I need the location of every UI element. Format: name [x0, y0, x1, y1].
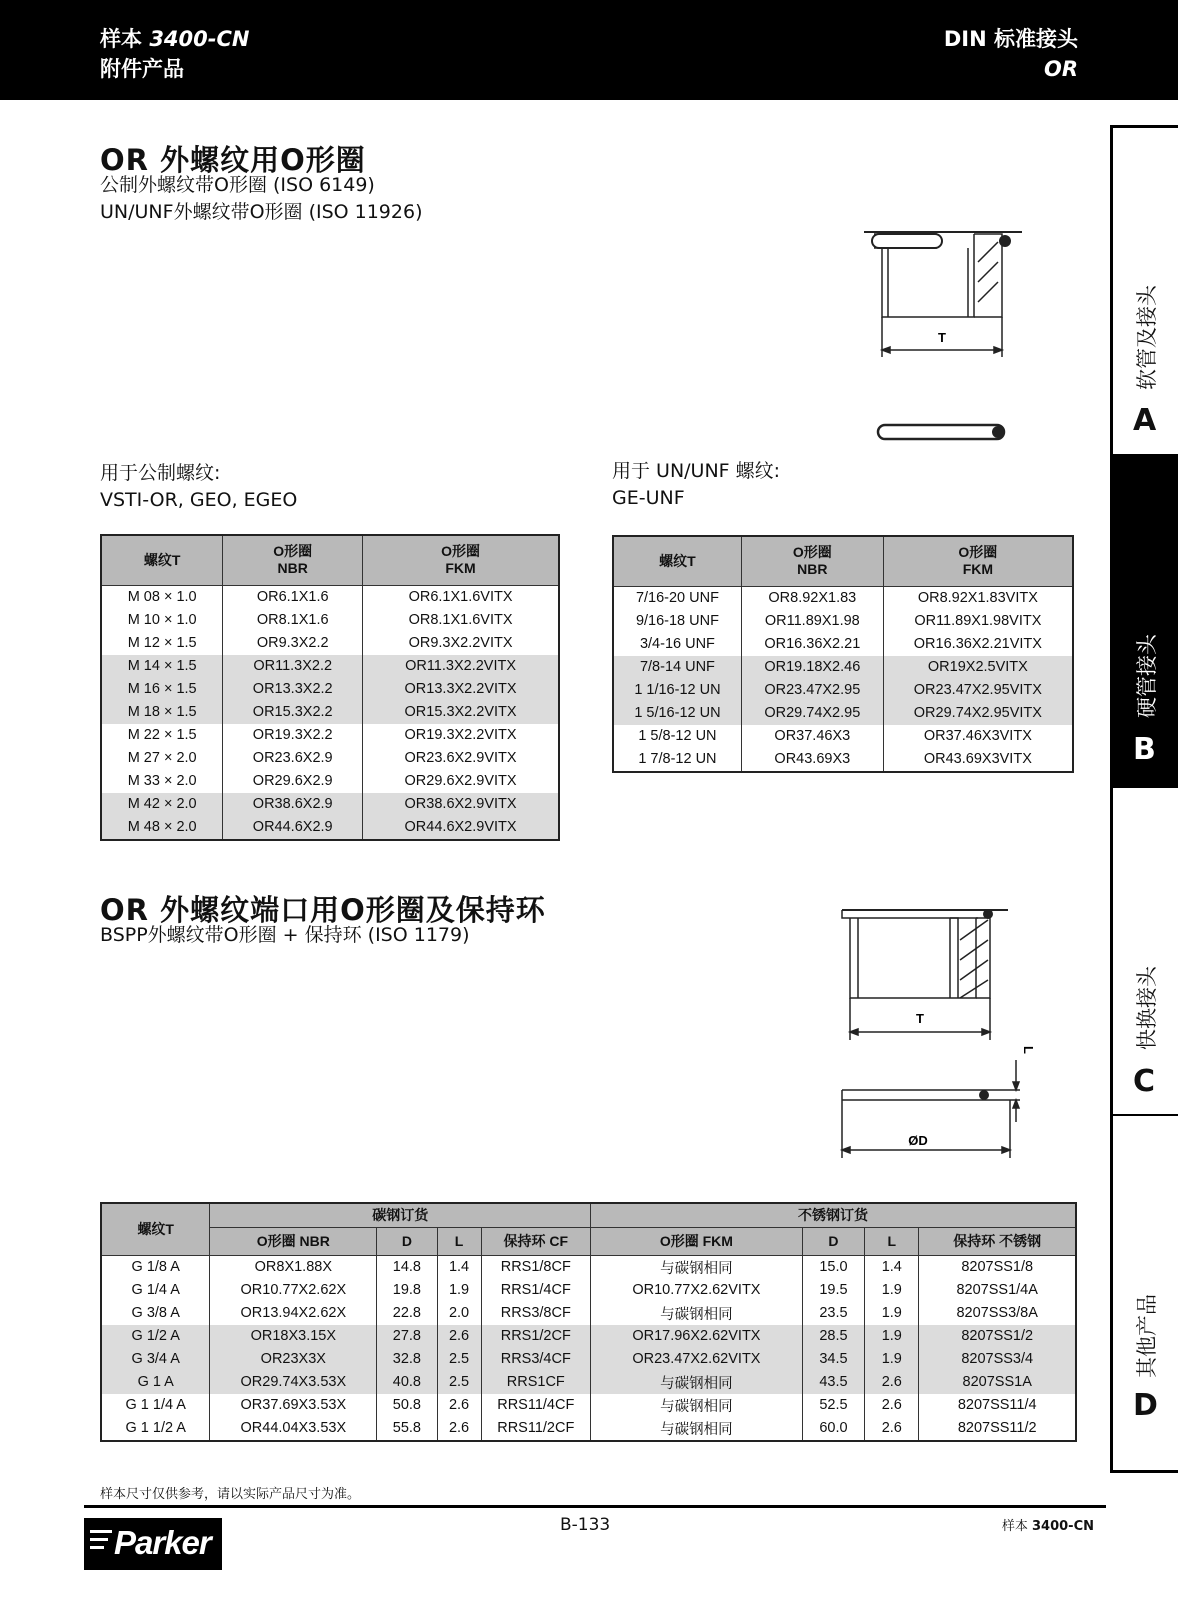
table-row: [613, 679, 1073, 702]
table-cell: OR23.47X2.95: [741, 679, 883, 702]
table-cell: 52.5: [802, 1394, 864, 1417]
table-cell: 8207SS1/8: [919, 1255, 1076, 1279]
table-cell: OR6.1X1.6VITX: [363, 585, 559, 609]
tab-c-letter: C: [1133, 1064, 1156, 1099]
table-row: [613, 586, 1073, 610]
section2-title: OR 外螺纹端口用O形圈及保持环: [100, 893, 546, 927]
diagram1-label-t: T: [938, 330, 946, 345]
table-cell: OR8.1X1.6: [223, 609, 363, 632]
table-cell: OR8.1X1.6VITX: [363, 609, 559, 632]
table-row: [101, 1348, 1076, 1371]
table-cell: 55.8: [377, 1417, 437, 1441]
table-cell: OR15.3X2.2: [223, 701, 363, 724]
metric-caption: 用于公制螺纹: VSTI-OR, GEO, EGEO: [100, 462, 298, 511]
table-cell: G 3/4 A: [101, 1348, 210, 1371]
table-cell: RRS1/8CF: [481, 1255, 590, 1279]
table-row: [101, 701, 559, 724]
table-cell: OR44.6X2.9VITX: [363, 816, 559, 840]
table-cell: 1.9: [865, 1325, 919, 1348]
table-cell: 与碳钢相同: [591, 1371, 803, 1394]
unf-caption: 用于 UN/UNF 螺纹: GE-UNF: [612, 460, 781, 509]
table-row: [101, 609, 559, 632]
parker-wordmark: Parker: [114, 1524, 211, 1561]
table-cell: OR44.6X2.9: [223, 816, 363, 840]
table-cell: RRS3/4CF: [481, 1348, 590, 1371]
table-cell: 8207SS3/8A: [919, 1302, 1076, 1325]
table-row: [101, 724, 559, 747]
table-cell: 2.6: [437, 1325, 481, 1348]
table-row: [101, 585, 559, 609]
table-cell: 1.9: [865, 1279, 919, 1302]
table-cell: 2.0: [437, 1302, 481, 1325]
bspp-header-3: L: [437, 1227, 481, 1255]
table-cell: 28.5: [802, 1325, 864, 1348]
table-cell: 40.8: [377, 1371, 437, 1394]
tab-a[interactable]: [1113, 128, 1178, 456]
table-cell: M 10 × 1.0: [101, 609, 223, 632]
table-cell: OR23.6X2.9VITX: [363, 747, 559, 770]
fitting-diagram-1: [862, 222, 1042, 447]
table-cell: OR37.46X3: [741, 725, 883, 748]
table-cell: M 16 × 1.5: [101, 678, 223, 701]
table-cell: OR6.1X1.6: [223, 585, 363, 609]
table-cell: 8207SS11/4: [919, 1394, 1076, 1417]
table-cell: OR13.94X2.62X: [210, 1302, 377, 1325]
table-cell: OR15.3X2.2VITX: [363, 701, 559, 724]
table-cell: OR19.18X2.46: [741, 656, 883, 679]
header-left: 样本 3400-CN 附件产品: [100, 27, 250, 81]
table-cell: 60.0: [802, 1417, 864, 1441]
tab-d-letter: D: [1133, 1388, 1158, 1423]
table-cell: M 08 × 1.0: [101, 585, 223, 609]
table-cell: 与碳钢相同: [591, 1302, 803, 1325]
table-cell: OR9.3X2.2: [223, 632, 363, 655]
unf-header-2: O形圈 FKM: [883, 536, 1073, 586]
table-row: [101, 655, 559, 678]
table-cell: OR19.3X2.2: [223, 724, 363, 747]
tab-a-letter: A: [1133, 403, 1157, 438]
header-right: DIN 标准接头 OR: [943, 27, 1078, 81]
section-tabs: [1110, 125, 1178, 1473]
footer-rule: [84, 1505, 1106, 1508]
bspp-header-6: D: [802, 1227, 864, 1255]
table-cell: 43.5: [802, 1371, 864, 1394]
table-cell: 19.5: [802, 1279, 864, 1302]
table-cell: OR23.47X2.95VITX: [883, 679, 1073, 702]
table-cell: 8207SS11/2: [919, 1417, 1076, 1441]
table-cell: 14.8: [377, 1255, 437, 1279]
table-cell: G 1 1/2 A: [101, 1417, 210, 1441]
table-cell: 1.9: [865, 1302, 919, 1325]
table-cell: 1.9: [437, 1279, 481, 1302]
table-cell: OR29.6X2.9VITX: [363, 770, 559, 793]
table-cell: OR19.3X2.2VITX: [363, 724, 559, 747]
table-cell: RRS1/2CF: [481, 1325, 590, 1348]
fitting-diagram-2: [838, 900, 1038, 1160]
table-cell: M 22 × 1.5: [101, 724, 223, 747]
bspp-header-2: D: [377, 1227, 437, 1255]
table-cell: 1.4: [865, 1255, 919, 1279]
table-cell: RRS1/4CF: [481, 1279, 590, 1302]
table-cell: 2.6: [437, 1417, 481, 1441]
table-cell: OR8.92X1.83VITX: [883, 586, 1073, 610]
section1-subtitle: 公制外螺纹带O形圈 (ISO 6149) UN/UNF外螺纹带O形圈 (ISO 11926): [100, 174, 423, 223]
table-cell: OR8X1.88X: [210, 1255, 377, 1279]
table-cell: 1 7/8-12 UN: [613, 748, 741, 772]
table-cell: G 1 1/4 A: [101, 1394, 210, 1417]
table-cell: RRS11/2CF: [481, 1417, 590, 1441]
table-cell: OR29.74X3.53X: [210, 1371, 377, 1394]
table-row: [101, 632, 559, 655]
table-cell: M 27 × 2.0: [101, 747, 223, 770]
table-cell: OR11.89X1.98VITX: [883, 610, 1073, 633]
table-cell: 22.8: [377, 1302, 437, 1325]
table-cell: OR43.69X3: [741, 748, 883, 772]
table-cell: 与碳钢相同: [591, 1417, 803, 1441]
table-cell: 7/16-20 UNF: [613, 586, 741, 610]
table-cell: 2.6: [437, 1394, 481, 1417]
table-cell: OR13.3X2.2VITX: [363, 678, 559, 701]
table-row: [101, 1279, 1076, 1302]
table-row: [613, 656, 1073, 679]
bspp-table: [100, 1202, 1077, 1442]
tab-d[interactable]: [1113, 1116, 1178, 1470]
table-cell: 8207SS1/4A: [919, 1279, 1076, 1302]
table-row: [613, 633, 1073, 656]
table-row: [613, 748, 1073, 772]
table-cell: 2.6: [865, 1371, 919, 1394]
table-row: [101, 747, 559, 770]
table-cell: OR18X3.15X: [210, 1325, 377, 1348]
footer-catalog: 样本 3400-CN: [1001, 1519, 1094, 1534]
table-cell: 8207SS1/2: [919, 1325, 1076, 1348]
table-cell: 与碳钢相同: [591, 1255, 803, 1279]
table-cell: 2.5: [437, 1371, 481, 1394]
table-cell: 27.8: [377, 1325, 437, 1348]
bspp-header-4: 保持环 CF: [481, 1227, 590, 1255]
bspp-header-5: O形圈 FKM: [591, 1227, 803, 1255]
table-row: [613, 610, 1073, 633]
table-cell: 与碳钢相同: [591, 1394, 803, 1417]
table-cell: RRS3/8CF: [481, 1302, 590, 1325]
table-cell: 8207SS1A: [919, 1371, 1076, 1394]
metric-header-2: O形圈 FKM: [363, 535, 559, 585]
bspp-header-thread: 螺纹T: [101, 1203, 210, 1255]
table-cell: M 48 × 2.0: [101, 816, 223, 840]
table-cell: 1.9: [865, 1348, 919, 1371]
table-row: [101, 793, 559, 816]
table-cell: OR23.6X2.9: [223, 747, 363, 770]
table-row: [101, 1325, 1076, 1348]
table-row: [101, 1302, 1076, 1325]
table-cell: OR29.6X2.9: [223, 770, 363, 793]
table-cell: 1 5/16-12 UN: [613, 702, 741, 725]
tab-c-label: 快换接头: [1135, 966, 1159, 1050]
table-cell: OR9.3X2.2VITX: [363, 632, 559, 655]
metric-table: [100, 534, 560, 841]
table-cell: OR19X2.5VITX: [883, 656, 1073, 679]
table-row: [613, 725, 1073, 748]
section2-subtitle: BSPP外螺纹带O形圈 + 保持环 (ISO 1179): [100, 924, 470, 946]
diagram2-label-l: L: [1021, 1046, 1036, 1054]
table-cell: 2.6: [865, 1394, 919, 1417]
tab-b[interactable]: [1113, 456, 1178, 788]
table-cell: G 1/8 A: [101, 1255, 210, 1279]
table-cell: G 1/2 A: [101, 1325, 210, 1348]
tab-d-label: 其他产品: [1135, 1294, 1159, 1378]
table-cell: OR17.96X2.62VITX: [591, 1325, 803, 1348]
table-cell: 1 5/8-12 UN: [613, 725, 741, 748]
table-cell: G 3/8 A: [101, 1302, 210, 1325]
bspp-group-stainless: 不锈钢订货: [591, 1203, 1076, 1227]
page-header: [0, 0, 1178, 100]
table-cell: OR38.6X2.9: [223, 793, 363, 816]
table-cell: RRS1CF: [481, 1371, 590, 1394]
tab-b-letter: B: [1133, 732, 1156, 767]
table-row: [101, 1417, 1076, 1441]
table-row: [613, 702, 1073, 725]
diagram2-label-d: ØD: [908, 1133, 928, 1148]
table-cell: G 1/4 A: [101, 1279, 210, 1302]
parker-logo: [84, 1518, 222, 1570]
table-cell: G 1 A: [101, 1371, 210, 1394]
table-cell: OR11.89X1.98: [741, 610, 883, 633]
table-cell: 8207SS3/4: [919, 1348, 1076, 1371]
tab-a-label: 软管及接头: [1135, 285, 1159, 390]
unf-header-1: O形圈 NBR: [741, 536, 883, 586]
table-cell: OR23X3X: [210, 1348, 377, 1371]
table-cell: M 18 × 1.5: [101, 701, 223, 724]
table-row: [101, 678, 559, 701]
table-cell: OR37.46X3VITX: [883, 725, 1073, 748]
table-cell: OR11.3X2.2: [223, 655, 363, 678]
tab-b-label: 硬管接头: [1135, 634, 1159, 718]
table-row: [101, 1371, 1076, 1394]
table-cell: OR38.6X2.9VITX: [363, 793, 559, 816]
table-row: [101, 1255, 1076, 1279]
table-cell: 1.4: [437, 1255, 481, 1279]
table-cell: OR13.3X2.2: [223, 678, 363, 701]
table-cell: M 33 × 2.0: [101, 770, 223, 793]
table-cell: 2.5: [437, 1348, 481, 1371]
diagram2-label-t: T: [916, 1011, 924, 1026]
table-cell: 34.5: [802, 1348, 864, 1371]
table-row: [101, 1394, 1076, 1417]
table-cell: 9/16-18 UNF: [613, 610, 741, 633]
table-cell: M 12 × 1.5: [101, 632, 223, 655]
table-cell: RRS11/4CF: [481, 1394, 590, 1417]
table-cell: OR10.77X2.62X: [210, 1279, 377, 1302]
bspp-group-carbon: 碳钢订货: [210, 1203, 591, 1227]
table-cell: 50.8: [377, 1394, 437, 1417]
table-cell: OR44.04X3.53X: [210, 1417, 377, 1441]
table-cell: OR8.92X1.83: [741, 586, 883, 610]
table-cell: 3/4-16 UNF: [613, 633, 741, 656]
bspp-header-1: O形圈 NBR: [210, 1227, 377, 1255]
unf-header-0: 螺纹T: [613, 536, 741, 586]
table-cell: M 14 × 1.5: [101, 655, 223, 678]
bspp-header-8: 保持环 不锈钢: [919, 1227, 1076, 1255]
table-cell: OR29.74X2.95VITX: [883, 702, 1073, 725]
unf-table: [612, 535, 1074, 773]
table-cell: OR11.3X2.2VITX: [363, 655, 559, 678]
table-cell: 23.5: [802, 1302, 864, 1325]
bspp-header-7: L: [865, 1227, 919, 1255]
table-cell: OR23.47X2.62VITX: [591, 1348, 803, 1371]
footer-note: 样本尺寸仅供参考，请以实际产品尺寸为准。: [100, 1487, 361, 1502]
table-cell: 32.8: [377, 1348, 437, 1371]
table-cell: 2.6: [865, 1417, 919, 1441]
table-cell: 1 1/16-12 UN: [613, 679, 741, 702]
metric-header-0: 螺纹T: [101, 535, 223, 585]
table-cell: OR43.69X3VITX: [883, 748, 1073, 772]
table-cell: 7/8-14 UNF: [613, 656, 741, 679]
section1-title: OR 外螺纹用O形圈: [100, 143, 366, 177]
table-cell: M 42 × 2.0: [101, 793, 223, 816]
tab-c[interactable]: [1113, 788, 1178, 1116]
table-cell: 15.0: [802, 1255, 864, 1279]
table-cell: OR10.77X2.62VITX: [591, 1279, 803, 1302]
table-cell: OR37.69X3.53X: [210, 1394, 377, 1417]
page-number: B-133: [560, 1515, 611, 1535]
table-row: [101, 816, 559, 840]
table-cell: OR16.36X2.21: [741, 633, 883, 656]
metric-header-1: O形圈 NBR: [223, 535, 363, 585]
table-cell: 19.8: [377, 1279, 437, 1302]
table-row: [101, 770, 559, 793]
table-cell: OR29.74X2.95: [741, 702, 883, 725]
table-cell: OR16.36X2.21VITX: [883, 633, 1073, 656]
